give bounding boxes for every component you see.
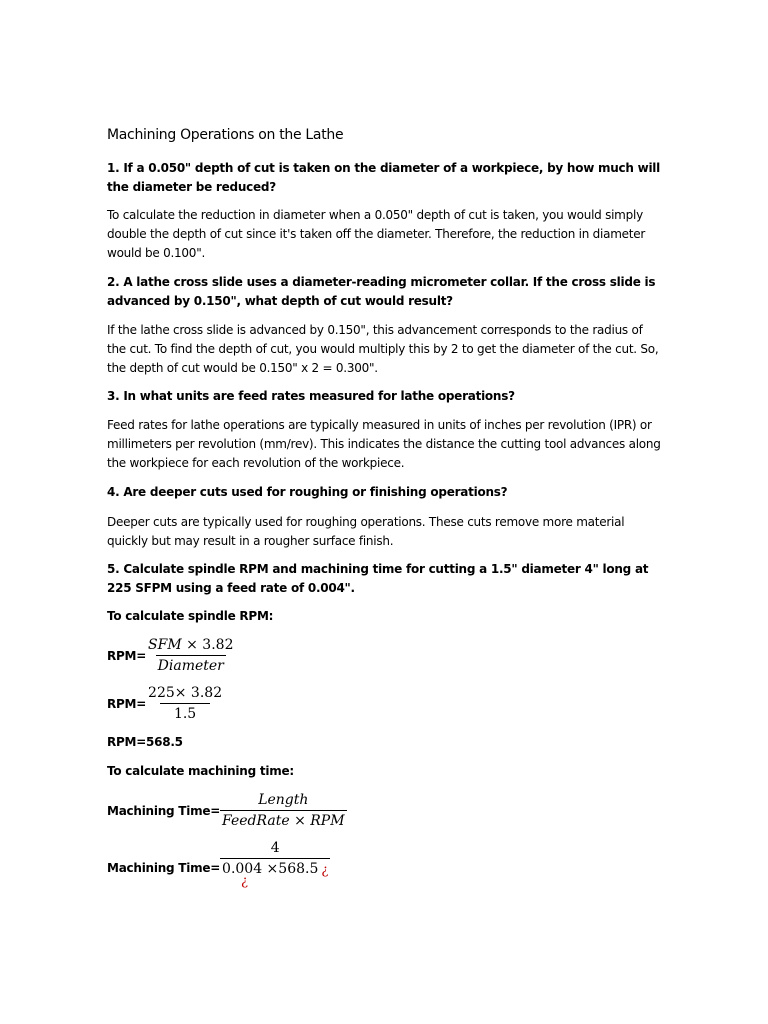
time-calculation-denominator: 0.004 ×568.5 ¿ <box>220 858 330 880</box>
rpm-calculation-label: RPM= <box>107 696 147 711</box>
render-error-glyph: ¿ <box>321 863 329 878</box>
question-5: 5. Calculate spindle RPM and machining time for cutting a 1.5" diameter 4" long at 225 SFPM using a feed rate of 0.004". <box>107 562 649 595</box>
answer-1: To calculate the reduction in diameter when a 0.050" depth of cut is taken, you would simply double the depth of cut since it's taken off the diameter. Therefore, the reduction in diameter would be 0.100". <box>107 208 646 260</box>
rpm-formula-label: RPM= <box>107 648 147 663</box>
time-formula-label: Machining Time= <box>107 803 221 818</box>
time-calculation-numerator: 4 <box>270 840 280 856</box>
rpm-formula-numerator: SFM × 3.82 <box>148 637 234 653</box>
answer-3: Feed rates for lathe operations are typically measured in units of inches per revolution (IPR) or millimeters per revolution (mm/rev). This indicates the distance the cutting tool advances along the workpiece for each revolution of the workpiece. <box>107 418 661 470</box>
time-formula-fraction <box>220 791 347 830</box>
time-calculation-label: Machining Time= <box>107 860 221 875</box>
rpm-formula-denominator: Diameter <box>156 655 226 675</box>
rpm-heading: To calculate spindle RPM: <box>107 609 274 623</box>
document-title: Machining Operations on the Lathe <box>107 127 344 143</box>
time-calculation-fraction <box>220 839 330 880</box>
rpm-formula-fraction <box>146 636 235 675</box>
rpm-result: RPM=568.5 <box>107 735 183 749</box>
question-1: 1. If a 0.050" depth of cut is taken on the diameter of a workpiece, by how much will the diameter be reduced? <box>107 161 661 194</box>
rpm-calculation-denominator: 1.5 <box>160 703 210 723</box>
time-calculation <box>107 839 330 880</box>
question-4: 4. Are deeper cuts used for roughing or finishing operations? <box>107 485 508 499</box>
time-formula <box>107 791 347 830</box>
rpm-calculation-numerator: 225× 3.82 <box>148 685 223 701</box>
render-error-glyph-below: ¿ <box>241 874 248 889</box>
question-2: 2. A lathe cross slide uses a diameter-reading micrometer collar. If the cross slide is advanced by 0.150", what depth of cut would result? <box>107 275 656 308</box>
rpm-formula <box>107 636 235 675</box>
answer-4: Deeper cuts are typically used for roughing operations. These cuts remove more material quickly but may result in a rougher surface finish. <box>107 515 625 548</box>
time-formula-denominator: FeedRate × RPM <box>220 810 347 830</box>
rpm-calculation <box>107 684 224 723</box>
time-formula-numerator: Length <box>258 792 309 808</box>
time-heading: To calculate machining time: <box>107 764 294 778</box>
rpm-calculation-fraction <box>146 684 224 723</box>
answer-2: If the lathe cross slide is advanced by 0.150", this advancement corresponds to the radius of the cut. To find the depth of cut, you would multiply this by 2 to get the diameter of the cut. So, the depth of cut would be 0.150" x 2 = 0.300". <box>107 323 659 375</box>
question-3: 3. In what units are feed rates measured for lathe operations? <box>107 389 515 403</box>
